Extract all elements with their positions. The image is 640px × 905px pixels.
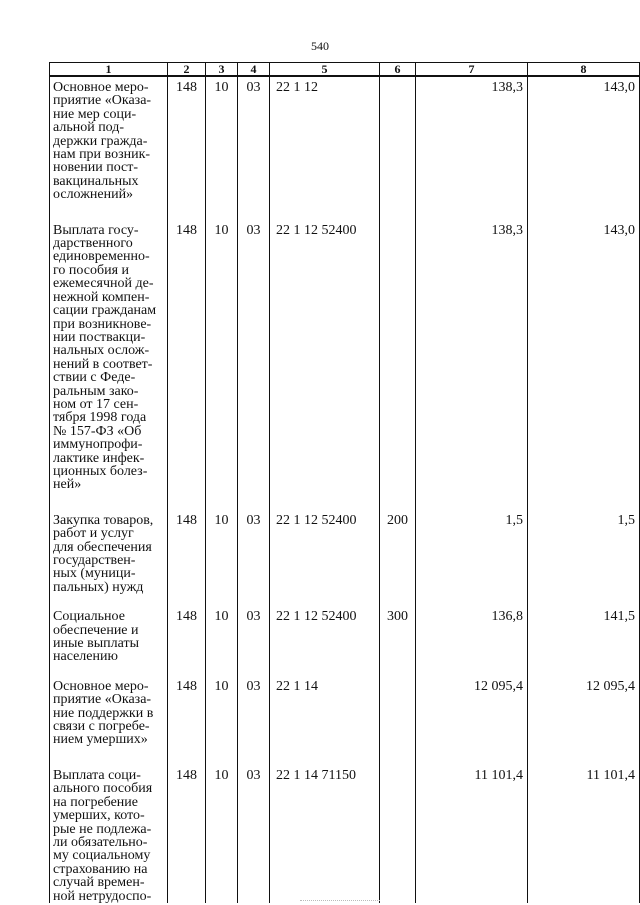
cell-target-article: 22 1 14 [270, 676, 380, 747]
table-row [50, 606, 640, 664]
cell-amount-year1: 138,3 [416, 220, 528, 492]
cell-target-article: 22 1 12 [270, 76, 380, 202]
cell-target-article: 22 1 14 71150 [270, 765, 380, 903]
name-line: ствии с Феде- [53, 370, 136, 386]
name-line: вакцинальных [53, 173, 139, 189]
name-line: ных (муници- [53, 566, 136, 582]
cell-chapter-code: 148 [168, 676, 206, 747]
spacer-cell [380, 594, 416, 606]
cell-expense-type [380, 765, 416, 903]
spacer-cell [168, 492, 206, 510]
name-line: работ и услуг [53, 526, 134, 542]
spacer-cell [416, 594, 528, 606]
cell-amount-year1: 136,8 [416, 606, 528, 664]
spacer-cell [168, 664, 206, 676]
cell-chapter-code: 148 [168, 220, 206, 492]
cell-name [50, 76, 168, 202]
spacer-cell [416, 492, 528, 510]
header-cell: 2 [168, 63, 206, 77]
spacer-cell [50, 492, 168, 510]
cell-target-article: 22 1 12 52400 [270, 220, 380, 492]
spacer-cell [270, 492, 380, 510]
name-line: населению [53, 649, 118, 665]
name-line: Социальное [53, 609, 125, 625]
name-line: Основное меро- [53, 678, 149, 694]
name-line: нам при возник- [53, 147, 151, 163]
row-spacer [50, 594, 640, 606]
spacer-cell [238, 202, 270, 220]
name-line: новении пост- [53, 160, 139, 176]
budget-table [49, 62, 640, 903]
cell-target-article: 22 1 12 52400 [270, 606, 380, 664]
spacer-cell [206, 492, 238, 510]
cell-amount-year1: 12 095,4 [416, 676, 528, 747]
cell-subsection-code: 03 [238, 606, 270, 664]
cell-subsection-code: 03 [238, 510, 270, 594]
cell-amount-year2: 1,5 [528, 510, 640, 594]
name-line: сации гражданам [53, 303, 157, 319]
name-line: нии поствакци- [53, 329, 146, 345]
name-line: Выплата госу- [53, 222, 139, 238]
cell-subsection-code: 03 [238, 220, 270, 492]
cell-subsection-code: 03 [238, 765, 270, 903]
name-line: ральным зако- [53, 383, 139, 399]
spacer-cell [380, 202, 416, 220]
name-line: государствен- [53, 553, 136, 568]
spacer-cell [528, 594, 640, 606]
cell-section-code: 10 [206, 510, 238, 594]
table-row [50, 76, 640, 202]
row-spacer [50, 664, 640, 676]
spacer-cell [416, 202, 528, 220]
cell-target-article: 22 1 12 52400 [270, 510, 380, 594]
spacer-cell [206, 664, 238, 676]
cell-chapter-code: 148 [168, 765, 206, 903]
spacer-cell [168, 202, 206, 220]
cell-amount-year2: 141,5 [528, 606, 640, 664]
cell-amount-year2: 12 095,4 [528, 676, 640, 747]
name-line: Основное меро- [53, 80, 149, 95]
spacer-cell [238, 594, 270, 606]
spacer-cell [206, 202, 238, 220]
cell-section-code: 10 [206, 676, 238, 747]
name-line: го пособия и [53, 262, 129, 278]
cell-chapter-code: 148 [168, 510, 206, 594]
row-spacer [50, 747, 640, 765]
name-line: страхованию на [53, 861, 148, 877]
cell-chapter-code: 148 [168, 76, 206, 202]
name-line: Выплата соци- [53, 767, 141, 783]
name-line: нежной компен- [53, 289, 150, 305]
row-spacer [50, 492, 640, 510]
spacer-cell [270, 664, 380, 676]
name-line: дарственного [53, 236, 133, 252]
name-line: ли обязательно- [53, 834, 148, 850]
cell-amount-year1: 138,3 [416, 76, 528, 202]
cell-section-code: 10 [206, 765, 238, 903]
name-line: ней» [53, 477, 82, 493]
spacer-cell [50, 664, 168, 676]
cell-section-code: 10 [206, 606, 238, 664]
spacer-cell [270, 594, 380, 606]
spacer-cell [168, 747, 206, 765]
spacer-cell [270, 747, 380, 765]
spacer-cell [238, 747, 270, 765]
spacer-cell [380, 747, 416, 765]
name-line: ном от 17 сен- [53, 396, 139, 412]
name-line: му социальному [53, 848, 151, 864]
spacer-cell [206, 594, 238, 606]
name-line: нений в соответ- [53, 356, 153, 372]
name-line: лактике инфек- [53, 450, 145, 466]
header-cell: 8 [528, 63, 640, 77]
header-cell: 6 [380, 63, 416, 77]
header-cell: 3 [206, 63, 238, 77]
name-line: нием умерших» [53, 732, 148, 748]
page-number: 540 [311, 39, 329, 53]
name-line: ние поддержки в [53, 705, 154, 721]
spacer-cell [528, 664, 640, 676]
name-line: приятие «Оказа- [53, 692, 152, 708]
spacer-cell [270, 202, 380, 220]
name-line: альной под- [53, 120, 125, 136]
spacer-cell [528, 202, 640, 220]
name-line: Закупка товаров, [53, 512, 154, 528]
name-line: тября 1998 года [53, 410, 147, 426]
cell-name [50, 676, 168, 747]
cell-amount-year1: 1,5 [416, 510, 528, 594]
cell-expense-type [380, 76, 416, 202]
header-row [50, 63, 640, 77]
name-line: ального пособия [53, 781, 153, 797]
name-line: ние мер соци- [53, 106, 137, 122]
table-row [50, 676, 640, 747]
row-spacer [50, 202, 640, 220]
table-row [50, 220, 640, 492]
header-cell: 7 [416, 63, 528, 77]
spacer-cell [50, 594, 168, 606]
spacer-cell [416, 664, 528, 676]
table-row [50, 765, 640, 903]
bottom-divider [300, 900, 380, 901]
name-line: единовременно- [53, 249, 150, 265]
name-line: случай времен- [53, 875, 145, 891]
cell-name [50, 220, 168, 492]
header-cell: 1 [50, 63, 168, 77]
spacer-cell [238, 492, 270, 510]
spacer-cell [380, 492, 416, 510]
header-cell: 4 [238, 63, 270, 77]
header-cell: 5 [270, 63, 380, 77]
name-line: № 157-ФЗ «Об [53, 423, 142, 439]
spacer-cell [528, 747, 640, 765]
name-line: рые не подлежа- [53, 821, 152, 837]
cell-amount-year2: 143,0 [528, 76, 640, 202]
cell-name [50, 765, 168, 903]
name-line: на погребение [53, 794, 139, 810]
cell-section-code: 10 [206, 76, 238, 202]
name-line: нальных ослож- [53, 343, 150, 359]
name-line: ной нетрудоспо- [53, 888, 152, 904]
spacer-cell [380, 664, 416, 676]
spacer-cell [168, 594, 206, 606]
name-line: ционных болез- [53, 463, 148, 479]
name-line: осложнений» [53, 187, 134, 203]
cell-subsection-code: 03 [238, 76, 270, 202]
name-line: иммунопрофи- [53, 437, 143, 453]
cell-amount-year2: 143,0 [528, 220, 640, 492]
cell-subsection-code: 03 [238, 676, 270, 747]
table-body [50, 76, 640, 903]
cell-amount-year2: 11 101,4 [528, 765, 640, 903]
name-line: связи с погребе- [53, 719, 150, 735]
name-line: для обеспечения [53, 539, 152, 555]
cell-expense-type [380, 676, 416, 747]
spacer-cell [528, 492, 640, 510]
name-line: умерших, кото- [53, 808, 145, 824]
cell-name [50, 510, 168, 594]
name-line: пальных) нужд [53, 579, 144, 595]
spacer-cell [206, 747, 238, 765]
cell-expense-type [380, 220, 416, 492]
name-line: ежемесячной де- [53, 276, 154, 292]
spacer-cell [50, 747, 168, 765]
cell-amount-year1: 11 101,4 [416, 765, 528, 903]
name-line: при возникнове- [53, 316, 152, 332]
cell-expense-type: 200 [380, 510, 416, 594]
cell-expense-type: 300 [380, 606, 416, 664]
table-row [50, 510, 640, 594]
name-line: приятие «Оказа- [53, 93, 152, 109]
name-line: держки гражда- [53, 133, 148, 149]
cell-section-code: 10 [206, 220, 238, 492]
spacer-cell [238, 664, 270, 676]
cell-chapter-code: 148 [168, 606, 206, 664]
spacer-cell [416, 747, 528, 765]
cell-name [50, 606, 168, 664]
name-line: иные выплаты [53, 636, 139, 652]
spacer-cell [50, 202, 168, 220]
name-line: обеспечение и [53, 622, 139, 638]
